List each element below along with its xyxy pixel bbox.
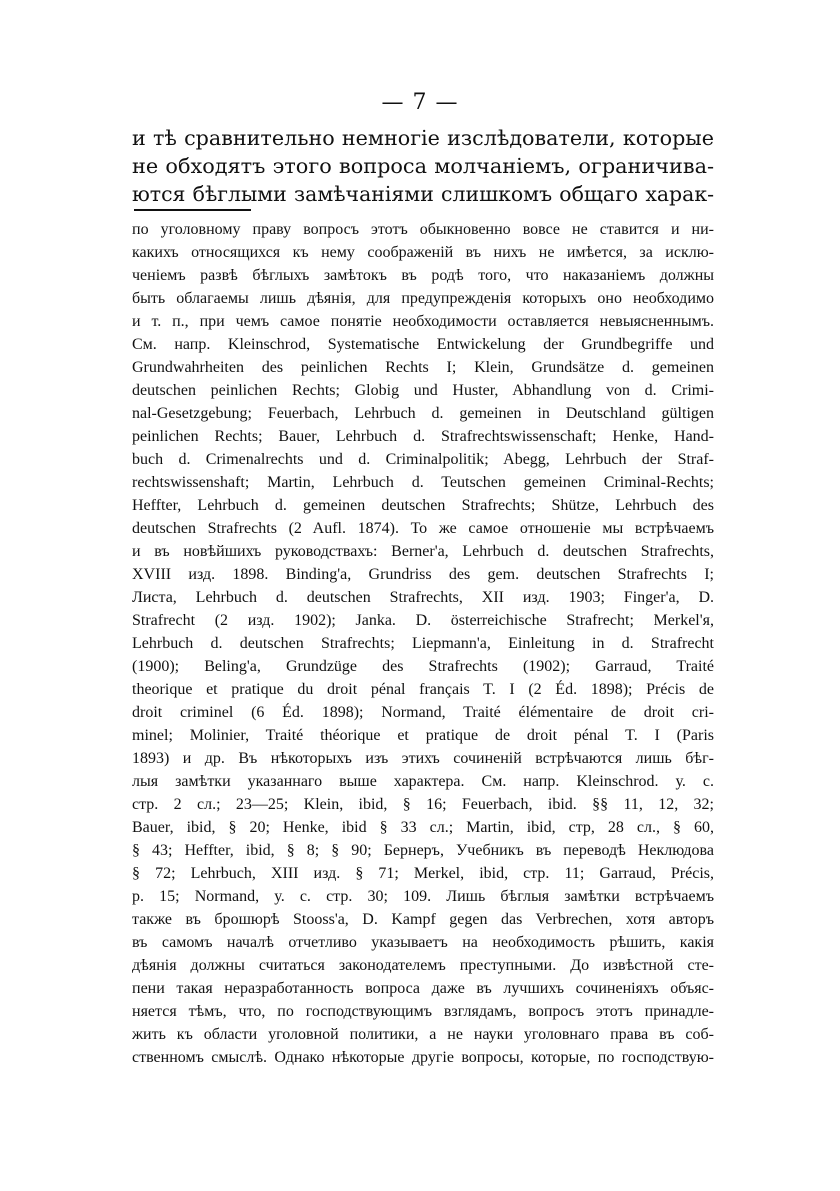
footnote-line: minel; Molinier, Traité théorique et pratique de droit pénal T. I (Paris <box>132 727 714 744</box>
footnote-line: rechtswissenshaft; Martin, Lehrbuch d. Teutschen gemeinen Criminal-Rechts; <box>132 474 714 491</box>
footnote-line: buch d. Crimenalrechts und d. Criminalpolitik; Abegg, Lehrbuch der Straf- <box>132 451 714 468</box>
footnote-line: (1900); Beling'а, Grundzüge des Strafrechts (1902); Garraud, Traité <box>132 658 714 675</box>
footnote-line: быть облагаемы лишь дѣянія, для предупрежденія которыхъ оно необходимо <box>132 290 714 307</box>
footnote-line: лыя замѣтки указаннаго выше характера. См. напр. Kleinschrod. у. с. <box>132 773 714 790</box>
main-text <box>132 124 714 208</box>
footnote-line: Lehrbuch d. deutschen Strafrechts; Liepmann'а, Einleitung in d. Strafrecht <box>132 635 714 652</box>
footnote-line: deutschen peinlichen Rechts; Globig und Huster, Abhandlung von d. Crimi- <box>132 382 714 399</box>
footnote-line: p. 15; Normand, у. с. стр. 30; 109. Лишь бѣглыя замѣтки встрѣчаемъ <box>132 888 714 905</box>
footnote-line: Strafrecht (2 изд. 1902); Janka. D. österreichische Strafrecht; Merkel'я, <box>132 612 714 629</box>
footnote-line: nal-Gesetzgebung; Feuerbach, Lehrbuch d. gemeinen in Deutschland gültigen <box>132 405 714 422</box>
main-text-line: и тѣ сравнительно немногіе изслѣдователи, которые <box>132 126 714 150</box>
footnote-line: ственномъ смыслѣ. Однако нѣкоторые другіе вопросы, которые, по господствую- <box>132 1049 714 1066</box>
footnote-line: какихъ относящихся къ нему соображеній въ нихъ не имѣется, за исклю- <box>132 244 714 261</box>
footnote-line: Grundwahrheiten des peinlichen Rechts I; Klein, Grundsätze d. gemeinen <box>132 359 714 376</box>
footnote-line: XVIII изд. 1898. Binding'а, Grundriss des gem. deutschen Strafrechts I; <box>132 566 714 583</box>
footnote-line: droit criminel (6 Éd. 1898); Normand, Traité élémentaire de droit cri- <box>132 704 714 721</box>
footnote-line: няется тѣмъ, что, по господствующимъ взглядамъ, вопросъ этотъ принадле- <box>132 1003 714 1020</box>
main-text-line: ются бѣглыми замѣчаніями слишкомъ общаго харак- <box>132 182 714 206</box>
footnote <box>132 218 714 1069</box>
footnote-line: Bauer, ibid, § 20; Henke, ibid § 33 сл.; Martin, ibid, стр, 28 сл., § 60, <box>132 819 714 836</box>
footnote-line: peinlichen Rechts; Bauer, Lehrbuch d. Strafrechtswissenschaft; Henke, Hand- <box>132 428 714 445</box>
footnote-line: пени такая неразработанность вопроса даже въ лучшихъ сочиненіяхъ объяс- <box>132 980 714 997</box>
footnote-line: жить къ области уголовной политики, а не науки уголовнаго права въ соб- <box>132 1026 714 1043</box>
footnote-divider <box>134 209 251 211</box>
footnote-line: Heffter, Lehrbuch d. gemeinen deutschen Strafrechts; Shütze, Lehrbuch des <box>132 497 714 514</box>
footnote-line: Листа, Lehrbuch d. deutschen Strafrechts, XII изд. 1903; Finger'а, D. <box>132 589 714 606</box>
footnote-line: также въ брошюрѣ Stooss'а, D. Kampf gegen das Verbrechen, хотя авторъ <box>132 911 714 928</box>
footnote-line: См. напр. Kleinschrod, Systematische Entwickelung der Grundbegriffe und <box>132 336 714 353</box>
footnote-line: стр. 2 сл.; 23—25; Klein, ibid, § 16; Feuerbach, ibid. §§ 11, 12, 32; <box>132 796 714 813</box>
footnote-line: 1893) и др. Въ нѣкоторыхъ изъ этихъ сочиненій встрѣчаются лишь бѣг- <box>132 750 714 767</box>
footnote-line: § 72; Lehrbuch, XIII изд. § 71; Merkel, ibid, стр. 11; Garraud, Précis, <box>132 865 714 882</box>
footnote-line: ченіемъ развѣ бѣглыхъ замѣтокъ въ родѣ того, что наказаніемъ должны <box>132 267 714 284</box>
main-text-line: не обходятъ этого вопроса молчаніемъ, ограничива- <box>132 154 714 178</box>
footnote-line: дѣянія должны считаться законодателемъ преступными. До извѣстной сте- <box>132 957 714 974</box>
footnote-line: theorique et pratique du droit pénal français T. I (2 Éd. 1898); Précis de <box>132 681 714 698</box>
footnote-line: въ самомъ началѣ отчетливо указываетъ на необходимость рѣшить, какія <box>132 934 714 951</box>
page-number: — 7 — <box>381 90 459 115</box>
footnote-line: deutschen Strafrechts (2 Aufl. 1874). То же самое отношеніе мы встрѣчаемъ <box>132 520 714 537</box>
footnote-line: и въ новѣйшихъ руководствахъ: Berner'а, Lehrbuch d. deutschen Strafrechts, <box>132 543 714 560</box>
footnote-line: § 43; Heffter, ibid, § 8; § 90; Бернеръ, Учебникъ въ переводѣ Неклюдова <box>132 842 714 859</box>
footnote-line: и т. п., при чемъ самое понятіе необходимости оставляется невыясненнымъ. <box>132 313 714 330</box>
footnote-line: по уголовному праву вопросъ этотъ обыкновенно вовсе не ставится и ни- <box>132 221 714 238</box>
